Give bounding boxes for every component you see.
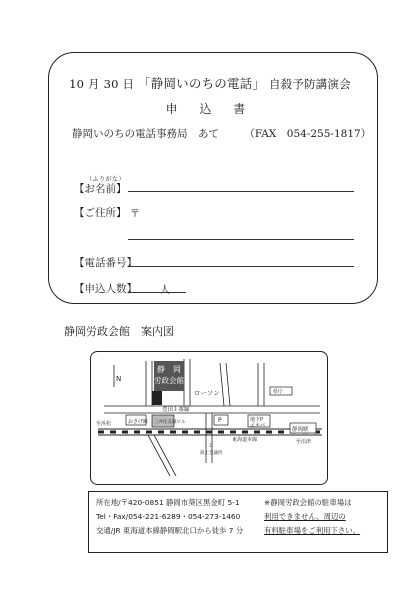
phone-field-line[interactable]	[128, 266, 354, 267]
fax-number: （FAX 054-255-1817）	[244, 128, 372, 140]
map-caption: 静岡労政会館 案内図	[64, 325, 174, 338]
address-field-line[interactable]	[128, 239, 354, 240]
label-station-area: エキパ	[250, 423, 266, 429]
people-label: 【申込人数】	[74, 283, 137, 295]
access-map	[90, 351, 328, 485]
venue-access: 交通/JR 東海道本線静岡駅北口から徒歩 7 分	[96, 526, 244, 535]
label-p: P	[218, 417, 222, 424]
parking-note-2: 利用できません。周辺の	[264, 512, 346, 521]
title-suffix: 自殺予防講演会	[268, 77, 351, 91]
title-date: 10 月 30 日	[69, 77, 135, 91]
label-shoko: 商工会議所	[200, 451, 223, 456]
venue-tel: Tel・Fax/054-221-6289・054-273-1460	[96, 512, 241, 521]
venue-label-1: 静 岡	[157, 365, 181, 374]
label-osugi: おさげ跡	[128, 419, 149, 425]
parking-note-1: ※静岡労政会館の駐車場は	[264, 498, 352, 507]
label-kou: 工	[208, 443, 214, 449]
form-title	[0, 74, 420, 92]
label-west: 至浜松	[96, 421, 112, 427]
postal-mark: 〒	[130, 209, 140, 220]
phone-label: 【電話番号】	[74, 257, 137, 269]
name-ruby-label: （ふりがな）	[86, 176, 126, 183]
address-label: 【ご住所】	[74, 207, 127, 219]
label-lawson: ローソン	[194, 389, 220, 397]
label-kanko: 東海道本線	[232, 437, 258, 443]
people-unit: 人	[160, 285, 170, 296]
venue-pointer	[152, 391, 162, 405]
venue-address: 所在地/〒420-0851 静岡市葵区黒金町 5-1	[96, 498, 240, 507]
form-subtitle: 申 込 書	[165, 102, 255, 116]
label-mitsui: 三井住友銀ビル	[154, 420, 186, 425]
label-shizuoka-station: 静岡駅	[292, 427, 309, 433]
venue-label-2: 労政会館	[154, 376, 184, 385]
north-label: N	[116, 375, 122, 383]
name-label: 【お名前】	[74, 183, 127, 195]
addressee-line	[72, 126, 371, 141]
label-chikado: 地下P	[250, 417, 264, 423]
parking-note-3: 有料駐車場をご利用下さい。	[264, 526, 361, 535]
label-kencho: 県庁	[273, 389, 284, 395]
name-field-line[interactable]	[128, 191, 354, 192]
people-field-line[interactable]	[128, 292, 186, 293]
addressee: 静岡いのちの電話事務局 あて	[72, 128, 219, 140]
label-toyota: 豊田１番線	[162, 407, 190, 413]
title-main: 「静岡いのちの電話」	[138, 76, 266, 91]
label-east: 至沼津	[296, 439, 312, 445]
